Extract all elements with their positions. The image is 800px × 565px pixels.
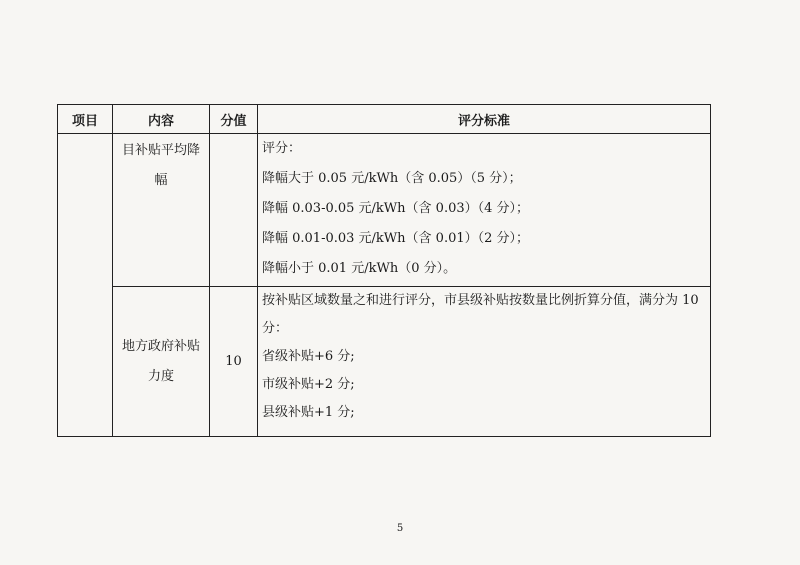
criteria-line: 评分：: [262, 141, 302, 156]
item-cell: [58, 134, 113, 437]
header-score: 分值: [210, 105, 258, 134]
table-row: [58, 287, 711, 437]
scoring-table: [57, 104, 711, 437]
criteria-line: 降幅小于 0.01 元/kWh（0 分）。: [262, 261, 457, 276]
header-criteria: 评分标准: [258, 105, 711, 134]
content-line: 目补贴平均降: [121, 143, 200, 158]
criteria-line: 降幅大于 0.05 元/kWh（含 0.05）（5 分）；: [262, 171, 522, 186]
content-line: 力度: [147, 368, 174, 384]
criteria-cell: [258, 287, 711, 437]
criteria-cell: [258, 134, 711, 287]
score-cell: [210, 134, 258, 287]
header-item: 项目: [58, 105, 113, 134]
content-line: 地方政府补贴: [121, 338, 200, 354]
page-number: 5: [396, 523, 404, 534]
criteria-line: 降幅 0.01-0.03 元/kWh（含 0.01）（2 分）；: [262, 231, 530, 246]
criteria-line: 县级补贴+1 分;: [262, 405, 355, 420]
table-row: [58, 134, 711, 287]
content-cell: [113, 287, 210, 437]
header-content: 内容: [113, 105, 210, 134]
criteria-intro: 按补贴区域数量之和进行评分，市县级补贴按数量比例折算分值，满分为 10 分：: [262, 293, 699, 336]
score-cell: 10: [210, 287, 258, 437]
criteria-line: 省级补贴+6 分;: [262, 349, 355, 364]
criteria-line: 降幅 0.03-0.05 元/kWh（含 0.03）（4 分）；: [262, 201, 530, 216]
content-line: 幅: [154, 173, 168, 188]
table-header-row: [58, 105, 711, 134]
content-cell: [113, 134, 210, 287]
criteria-line: 市级补贴+2 分;: [262, 377, 355, 392]
